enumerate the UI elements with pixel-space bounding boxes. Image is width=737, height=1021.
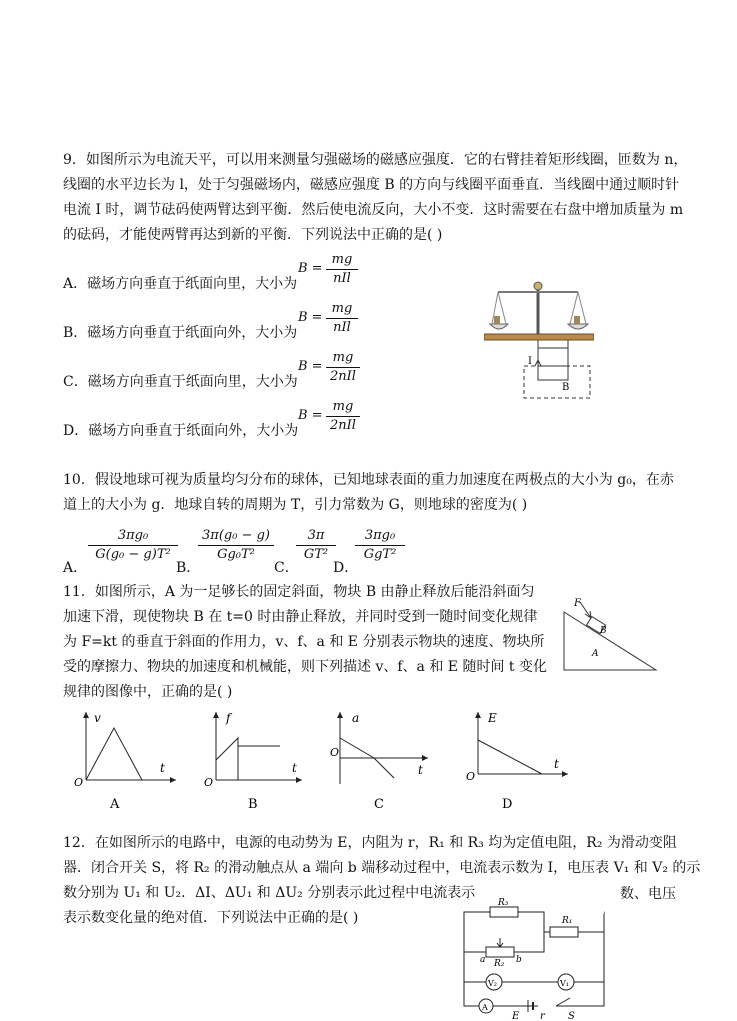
- q10-line-1: 10．假设地球可视为质量均匀分布的球体，已知地球表面的重力加速度在两极点的大小为 g₀，在赤: [63, 472, 674, 488]
- graph-a-caption: A: [110, 797, 120, 812]
- svg-text:O: O: [466, 770, 476, 783]
- q12-line-3: 数分别为 U₁ 和 U₂．ΔI、ΔU₁ 和 ΔU₂ 分别表示此过程中电流表示: [63, 885, 476, 901]
- q9-option-a-formula: B = mg nIl: [298, 252, 358, 287]
- svg-text:b: b: [516, 955, 522, 965]
- q10-option-c-letter: C．: [274, 560, 299, 576]
- svg-text:a: a: [352, 711, 360, 725]
- force-label: F: [574, 598, 581, 609]
- svg-text:a: a: [480, 955, 486, 965]
- q10-option-d-letter: D．: [333, 560, 359, 576]
- graph-b: [196, 708, 306, 818]
- graph-b-caption: B: [248, 797, 258, 812]
- q11-line-2: 加速下滑，现使物块 B 在 t=0 时由静止释放，并同时受到一随时间变化规律: [63, 609, 538, 625]
- svg-text:E: E: [488, 711, 497, 725]
- field-label: B: [562, 382, 570, 393]
- svg-text:R₂: R₂: [494, 959, 505, 969]
- q10-line-2: 道上的大小为 g．地球自转的周期为 T，引力常数为 G，则地球的密度为( ): [63, 497, 528, 513]
- current-balance-figure: [484, 280, 594, 400]
- svg-text:O: O: [74, 776, 84, 789]
- graph-a: [70, 708, 180, 818]
- svg-text:R₃: R₃: [498, 898, 509, 908]
- svg-text:V₂: V₂: [488, 979, 497, 988]
- q12-line-4: 表示数变化量的绝对值．下列说法中正确的是( ): [63, 910, 359, 926]
- q12-line-2: 器．闭合开关 S，将 R₂ 的滑动触点从 a 端向 b 端移动过程中，电流表示数为 I，电压表 V₁ 和 V₂ 的示: [63, 860, 701, 876]
- slope-label: A: [592, 649, 599, 659]
- q12-line-3-tail: 数、电压: [620, 886, 676, 902]
- q11-line-5: 规律的图像中，正确的是( ): [63, 684, 233, 700]
- svg-text:t: t: [554, 757, 559, 771]
- svg-text:r: r: [540, 1011, 545, 1020]
- q9-option-a: A．磁场方向垂直于纸面向里，大小为: [63, 276, 298, 292]
- svg-text:O: O: [204, 776, 214, 789]
- graph-c-caption: C: [374, 797, 384, 812]
- q11-line-4: 受的摩擦力、物块的加速度和机械能，则下列描述 v、f、a 和 E 随时间 t 变化: [63, 659, 547, 675]
- q10-option-c-formula: 3π GT²: [296, 528, 336, 563]
- q10-option-b-letter: B．: [176, 560, 201, 576]
- q9-line-1: 9．如图所示为电流天平，可以用来测量匀强磁场的磁感应强度．它的右臂挂着矩形线圈，匝数为 n，: [63, 152, 688, 168]
- q10-option-a-formula: 3πg₀ G(g₀ − g)T²: [88, 528, 178, 563]
- q9-line-2: 线圈的水平边长为 l，处于匀强磁场内，磁感应强度 B 的方向与线圈平面垂直．当线圈中通过顺时针: [63, 177, 680, 193]
- svg-text:V₁: V₁: [560, 979, 569, 988]
- svg-text:t: t: [160, 761, 165, 775]
- svg-text:t: t: [292, 761, 297, 775]
- q9-line-3: 电流 I 时，调节砝码使两臂达到平衡．然后使电流反向，大小不变．这时需要在右盘中增加质量为 m: [63, 202, 684, 218]
- svg-text:f: f: [226, 711, 231, 725]
- svg-text:O: O: [330, 746, 340, 759]
- graph-c: [324, 708, 434, 818]
- q10-option-d-formula: 3πg₀ GgT²: [355, 528, 405, 563]
- svg-text:S: S: [568, 1011, 575, 1020]
- graph-d: [462, 708, 572, 818]
- q9-option-c: C．磁场方向垂直于纸面向里，大小为: [63, 374, 298, 390]
- q9-option-d: D．磁场方向垂直于纸面向外，大小为: [63, 423, 299, 439]
- q12-line-1: 12．在如图所示的电路中，电源的电动势为 E，内阻为 r，R₁ 和 R₃ 均为定值电阻，R₂ 为滑动变阻: [63, 835, 677, 851]
- graph-d-caption: D: [502, 797, 513, 812]
- q9-option-b-formula: B = mg nIl: [298, 301, 358, 336]
- q9-option-d-formula: B = mg 2nIl: [298, 399, 360, 434]
- circuit-figure: [458, 898, 610, 1020]
- block-label: B: [600, 626, 607, 636]
- svg-text:E: E: [512, 1011, 520, 1020]
- incline-figure: [560, 596, 660, 676]
- q9-option-c-formula: B = mg 2nIl: [298, 350, 360, 385]
- current-label: I: [528, 356, 532, 367]
- q11-line-1: 11．如图所示，A 为一足够长的固定斜面，物块 B 由静止释放后能沿斜面匀: [63, 584, 535, 600]
- svg-text:t: t: [418, 763, 423, 777]
- q10-option-a-letter: A．: [63, 560, 88, 576]
- svg-text:v: v: [94, 711, 101, 725]
- q9-option-b: B．磁场方向垂直于纸面向外，大小为: [63, 325, 298, 341]
- q11-line-3: 为 F=kt 的垂直于斜面的作用力，v、f、a 和 E 分别表示物块的速度、物块所: [63, 634, 545, 650]
- svg-text:A: A: [482, 1003, 488, 1012]
- svg-text:R₁: R₁: [562, 916, 573, 926]
- q9-line-4: 的砝码，才能使两臂再达到新的平衡．下列说法中正确的是( ): [63, 227, 443, 243]
- q10-option-b-formula: 3π(g₀ − g) Gg₀T²: [198, 528, 274, 563]
